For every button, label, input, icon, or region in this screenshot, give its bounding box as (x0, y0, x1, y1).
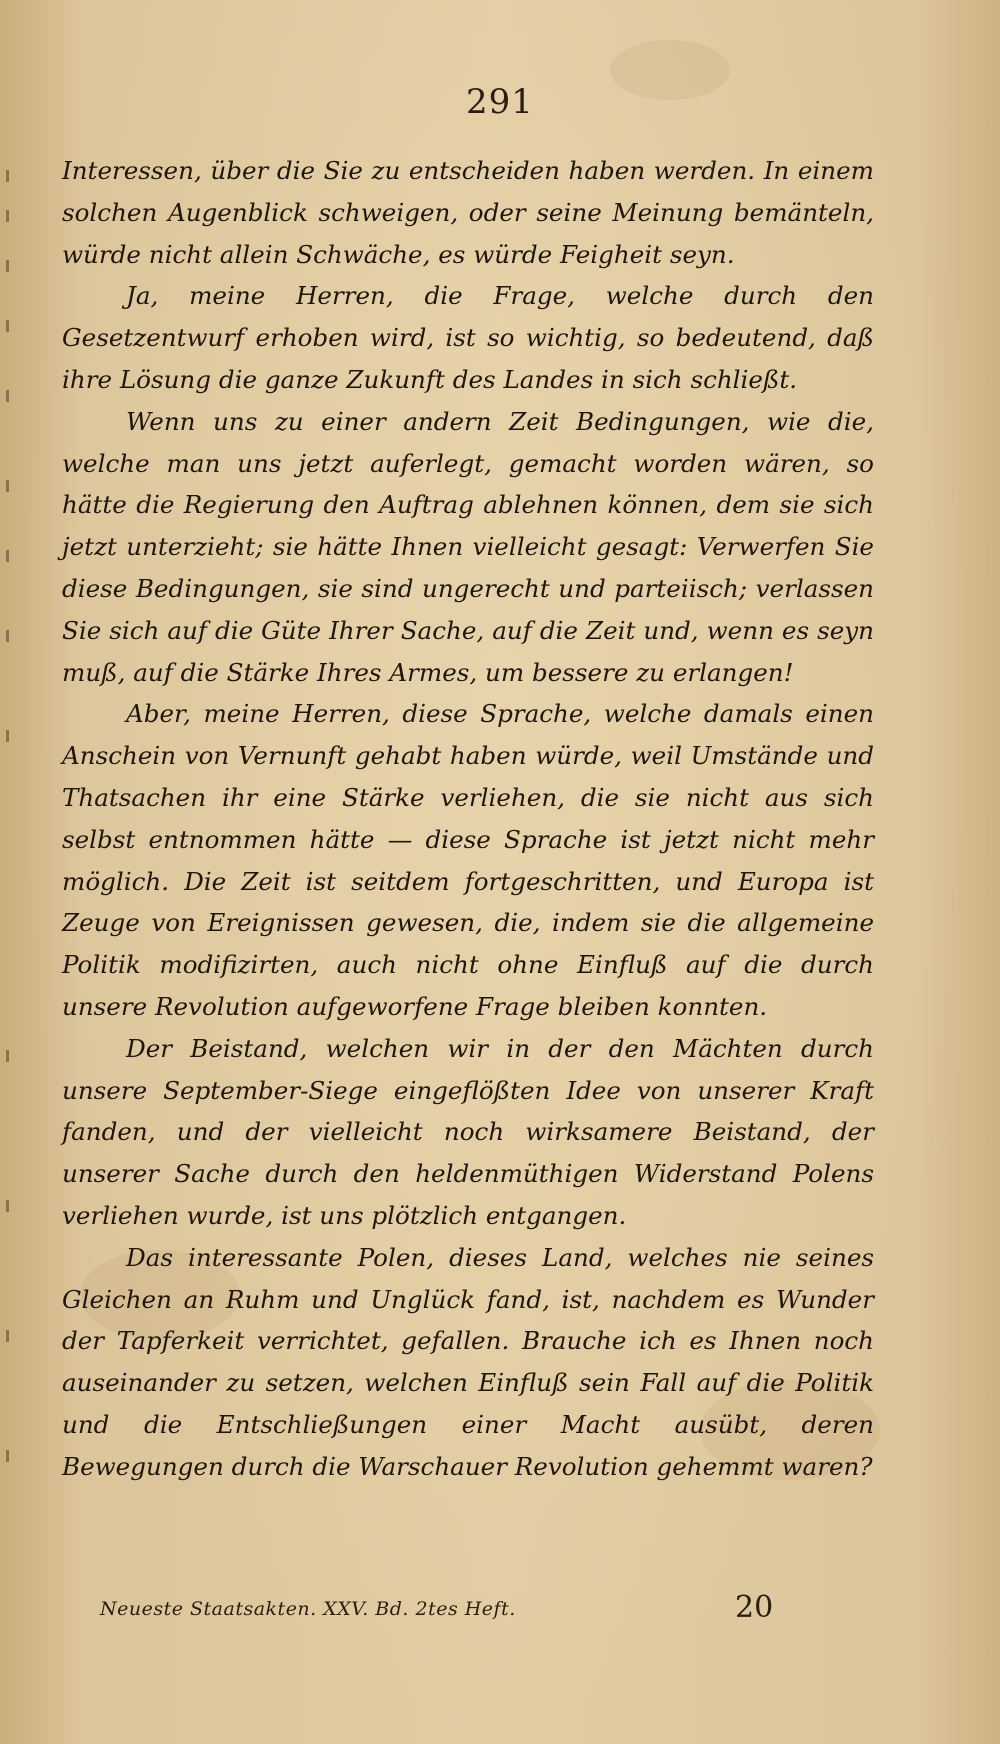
margin-mark (6, 210, 9, 222)
margin-mark (6, 1050, 9, 1062)
margin-mark (6, 1200, 9, 1212)
paragraph: Ja, meine Herren, die Frage, welche durch den Gesetzentwurf erhoben wird, ist so wichtig, so bedeutend, daß ihre Lösung die ganze Zukunft des Landes in sich schließt. (62, 281, 874, 394)
paragraph: Der Beistand, welchen wir in der den Mächten durch unsere September-Siege eingeflößten Idee von unserer Kraft fanden, und der vielleicht noch wirksamere Beistand, der unserer Sache durch den heldenmüthigen Widerstand Polens verliehen wurde, ist uns plötzlich entgangen. (62, 1033, 874, 1230)
margin-mark (6, 630, 9, 642)
margin-mark (6, 390, 9, 402)
page-number: 291 (466, 82, 534, 122)
margin-mark (6, 320, 9, 332)
margin-mark (6, 480, 9, 492)
margin-mark (6, 260, 9, 272)
footer-signature: Neueste Staatsakten. XXV. Bd. 2tes Heft. (100, 1598, 516, 1620)
paragraph: Das interessante Polen, dieses Land, welches nie seines Gleichen an Ruhm und Unglück fand, ist, nachdem es Wunder der Tapferkeit verrichtet, gefallen. Brauche ich es Ihnen noch auseinander zu setzen, welchen Einfluß sein Fall auf die Politik und die Entschließungen einer Macht ausübt, deren Bewegungen durch die Warschauer Revolution gehemmt waren? (62, 1242, 874, 1481)
paragraph: Interessen, über die Sie zu entscheiden haben werden. In einem solchen Augenblick schweigen, oder seine Meinung bemänteln, würde nicht allein Schwäche, es würde Feigheit seyn. (62, 156, 874, 269)
margin-mark (6, 170, 9, 182)
margin-mark (6, 1450, 9, 1462)
margin-mark (6, 730, 9, 742)
body-text (62, 150, 874, 1488)
margin-mark (6, 550, 9, 562)
sheet-number: 20 (735, 1590, 774, 1625)
margin-mark (6, 1330, 9, 1342)
binding-margin (2, 150, 16, 1600)
paragraph: Wenn uns zu einer andern Zeit Bedingungen, wie die, welche man uns jetzt auferlegt, gemacht worden wären, so hätte die Regierung den Auftrag ablehnen können, dem sie sich jetzt unterzieht; sie hätte Ihnen vielleicht gesagt: Verwerfen Sie diese Bedingungen, sie sind ungerecht und parteiisch; verlassen Sie sich auf die Güte Ihrer Sache, auf die Zeit und, wenn es seyn muß, auf die Stärke Ihres Armes, um bessere zu erlangen! (62, 406, 874, 687)
paragraph: Aber, meine Herren, diese Sprache, welche damals einen Anschein von Vernunft gehabt haben würde, weil Umstände und Thatsachen ihr eine Stärke verliehen, die sie nicht aus sich selbst entnommen hätte — diese Sprache ist jetzt nicht mehr möglich. Die Zeit ist seitdem fortgeschritten, und Europa ist Zeuge von Ereignissen gewesen, die, indem sie die allgemeine Politik modifizirten, auch nicht ohne Einfluß auf die durch unsere Revolution aufgeworfene Frage bleiben konnten. (62, 699, 874, 1021)
